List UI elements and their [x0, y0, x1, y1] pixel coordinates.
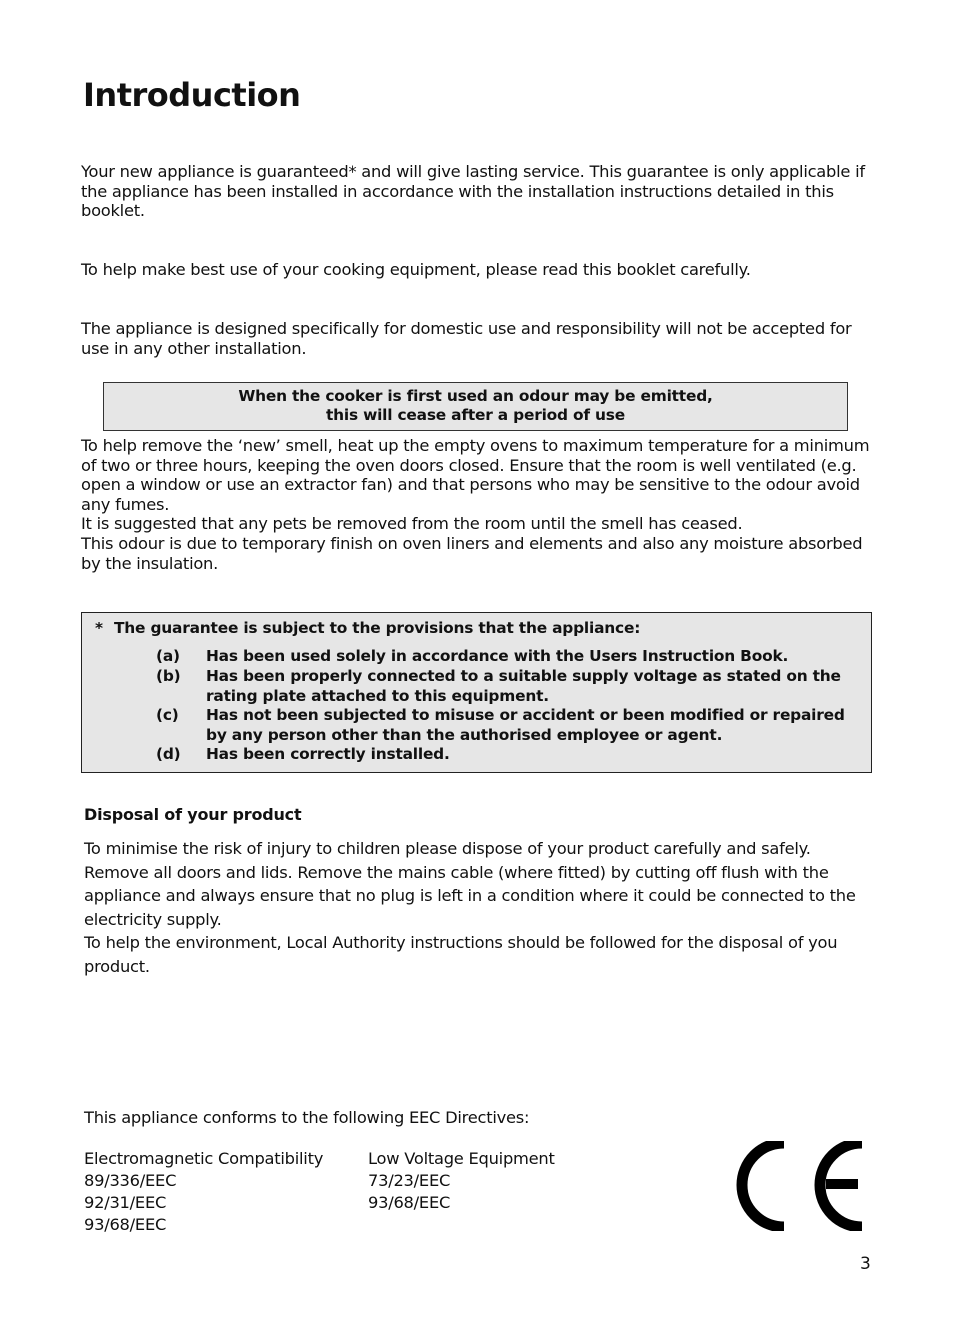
- guarantee-item-text: Has been correctly installed.: [206, 745, 450, 763]
- guarantee-item-text: Has been properly connected to a suitable supply voltage as stated on the rating plate attached to this equipment.: [206, 667, 841, 705]
- page-number: 3: [860, 1254, 871, 1274]
- odour-info-paragraph-3: This odour is due to temporary finish on oven liners and elements and also any moisture absorbed by the insulation.: [81, 533, 863, 573]
- intro-paragraph-1: Your new appliance is guaranteed* and will give lasting service. This guarantee is only applicable if the appliance has been installed in accordance with the installation instructions detailed in this booklet.: [81, 162, 865, 221]
- odour-info-paragraph-1: To help remove the ‘new’ smell, heat up the empty ovens to maximum temperature for a minimum of two or three hours, keeping the oven doors closed. Ensure that the room is well ventilated (e.g. open a window or use an extractor fan) and that persons who may be sensitive to the odour avoid any fumes.: [81, 436, 870, 514]
- guarantee-item-text: Has been used solely in accordance with the Users Instruction Book.: [206, 647, 789, 665]
- directives-lve-heading: Low Voltage Equipment: [368, 1149, 555, 1168]
- disposal-heading: Disposal of your product: [84, 805, 302, 824]
- guarantee-item-text: Has not been subjected to misuse or accident or been modified or repaired by any person other than the authorised employee or agent.: [206, 706, 845, 744]
- disposal-body: [84, 837, 874, 979]
- intro-paragraph-domestic: [81, 319, 876, 358]
- directive-code: 92/31/EEC: [84, 1193, 167, 1212]
- guarantee-asterisk: *: [95, 619, 103, 637]
- odour-info-paragraph-2: It is suggested that any pets be removed from the room until the smell has ceased.: [81, 514, 743, 534]
- intro-paragraph-2: To help make best use of your cooking equipment, please read this booklet carefully.: [81, 260, 751, 279]
- directive-code: 89/336/EEC: [84, 1171, 177, 1190]
- odour-info: [81, 436, 876, 573]
- guarantee-item-letter: (c): [156, 706, 179, 724]
- intro-paragraph-read: [81, 260, 876, 280]
- guarantee-heading: The guarantee is subject to the provisions that the appliance:: [114, 619, 641, 637]
- directive-code: 93/68/EEC: [84, 1215, 167, 1234]
- directives-emc-column: [84, 1148, 323, 1236]
- disposal-paragraph-1: To minimise the risk of injury to children please dispose of your product carefully and safely. Remove all doors and lids. Remove the mains cable (where fitted) by cutting off flush with the appliance and always ensure that no plug is left in a condition where it could be connected to the electricity supply.: [84, 839, 856, 929]
- guarantee-item-letter: (d): [156, 745, 181, 763]
- intro-paragraph-guarantee: [81, 162, 876, 221]
- directive-code: 73/23/EEC: [368, 1171, 451, 1190]
- intro-paragraph-3: The appliance is designed specifically for domestic use and responsibility will not be accepted for use in any other installation.: [81, 319, 852, 358]
- odour-notice-box: [103, 382, 848, 431]
- ce-mark-logo: [734, 1141, 866, 1231]
- directives-intro: This appliance conforms to the following EEC Directives:: [84, 1108, 530, 1127]
- odour-notice-line-1: When the cooker is first used an odour may be emitted,: [238, 387, 713, 405]
- odour-notice-line-2: this will cease after a period of use: [325, 406, 626, 424]
- directives-lve-column: [368, 1148, 555, 1214]
- directives-emc-heading: Electromagnetic Compatibility: [84, 1149, 324, 1168]
- guarantee-box: [81, 612, 872, 773]
- guarantee-item-letter: (a): [156, 647, 180, 665]
- guarantee-heading-row: [95, 619, 640, 638]
- directive-code: 93/68/EEC: [368, 1193, 451, 1212]
- disposal-paragraph-2: To help the environment, Local Authority instructions should be followed for the disposal of you product.: [84, 933, 838, 976]
- guarantee-item-letter: (b): [156, 667, 181, 685]
- page-title: Introduction: [83, 76, 301, 114]
